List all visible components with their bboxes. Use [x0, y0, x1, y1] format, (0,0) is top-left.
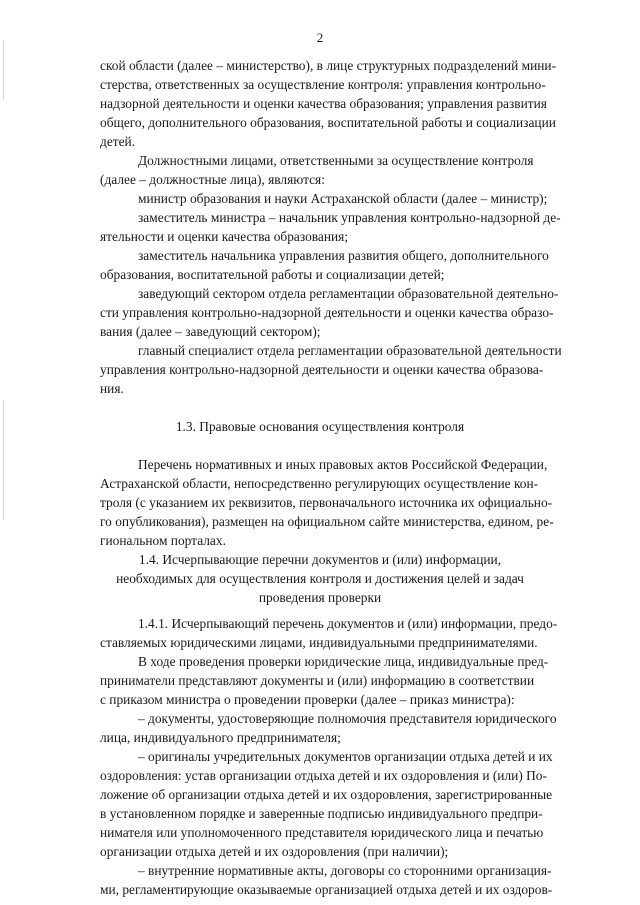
scan-margin-mark	[3, 40, 4, 100]
text-line: (далее – должностные лица), являются:	[100, 172, 325, 187]
text-line: заместитель министра – начальник управления контрольно-надзорной де-	[138, 210, 561, 225]
text-line: 1.4.1. Исчерпывающий перечень документов и (или) информации, предо-	[138, 616, 558, 631]
text-line: ятельности и оценки качества образования;	[100, 229, 349, 244]
section-heading: 1.3. Правовые основания осуществления контроля	[175, 419, 465, 434]
text-line: вания (далее – заведующий сектором);	[100, 324, 321, 339]
text-line: образования, воспитательной работы и социализации детей;	[100, 267, 445, 282]
section-heading-line: проведения проверки	[258, 590, 382, 605]
text-line: ской области (далее – министерство), в лице структурных подразделений мини-	[100, 58, 557, 73]
scan-margin-mark	[3, 400, 4, 520]
page-number: 2	[316, 30, 324, 45]
text-line: ставляемых юридическими лицами, индивидуальными предпринимателями.	[100, 635, 538, 650]
text-line: надзорной деятельности и оценки качества образования; управления развития	[100, 96, 547, 111]
text-line: заведующий сектором отдела регламентации образовательной деятельно-	[138, 286, 559, 301]
text-line: управления контрольно-надзорной деятельности и оценки качества образова-	[100, 362, 544, 377]
text-line: В ходе проведения проверки юридические лица, индивидуальные пред-	[138, 654, 549, 669]
text-line: гиональном порталах.	[100, 533, 226, 548]
text-line: приниматели представляют документы и (или) информацию в соответствии	[100, 673, 535, 688]
text-line: организации отдыха детей и их оздоровления (при наличии);	[100, 844, 449, 859]
text-line: министр образования и науки Астраханской области (далее – министр);	[138, 191, 548, 206]
text-line: главный специалист отдела регламентации образовательной деятельности	[138, 343, 562, 358]
text-line: – оригиналы учредительных документов организации отдыха детей и их	[138, 749, 553, 764]
text-line: заместитель начальника управления развития общего, дополнительного	[138, 248, 549, 263]
text-line: оздоровления: устав организации отдыха детей и их оздоровления и (или) По-	[100, 768, 547, 783]
text-line: детей.	[100, 134, 136, 149]
text-line: Перечень нормативных и иных правовых актов Российской Федерации,	[138, 457, 548, 472]
text-line: го опубликования), размещен на официальном сайте министерства, едином, ре-	[100, 514, 554, 529]
text-line: – внутренние нормативные акты, договоры со сторонними организация-	[138, 863, 552, 878]
text-line: нимателя или уполномоченного представителя юридического лица и печатью	[100, 825, 544, 840]
section-heading-line: 1.4. Исчерпывающие перечни документов и (или) информации,	[138, 552, 502, 567]
text-line: сти управления контрольно-надзорной деятельности и оценки качества образо-	[100, 305, 554, 320]
section-heading-line: необходимых для осуществления контроля и достижения целей и задач	[116, 571, 524, 586]
text-line: стерства, ответственных за осуществление контроля: управления контрольно-	[100, 77, 546, 92]
text-line: ложение об организации отдыха детей и их оздоровления, зарегистрированные	[100, 787, 553, 802]
text-line: общего, дополнительного образования, воспитательной работы и социализации	[100, 115, 556, 130]
text-line: с приказом министра о проведении проверки (далее – приказ министра):	[100, 692, 515, 707]
text-line: – документы, удостоверяющие полномочия представителя юридического	[138, 711, 557, 726]
text-line: ми, регламентирующие оказываемые организацией отдыха детей и их оздоров-	[100, 882, 553, 897]
text-line: в установленном порядке и заверенные подписью индивидуального предпри-	[100, 806, 543, 821]
text-line: Астраханской области, непосредственно регулирующих осуществление кон-	[100, 476, 539, 491]
text-line: лица, индивидуального предпринимателя;	[100, 730, 341, 745]
text-line: ния.	[100, 381, 124, 396]
text-line: троля (с указанием их реквизитов, первоначального источника их официально-	[100, 495, 553, 510]
text-line: Должностными лицами, ответственными за осуществление контроля	[138, 153, 534, 168]
